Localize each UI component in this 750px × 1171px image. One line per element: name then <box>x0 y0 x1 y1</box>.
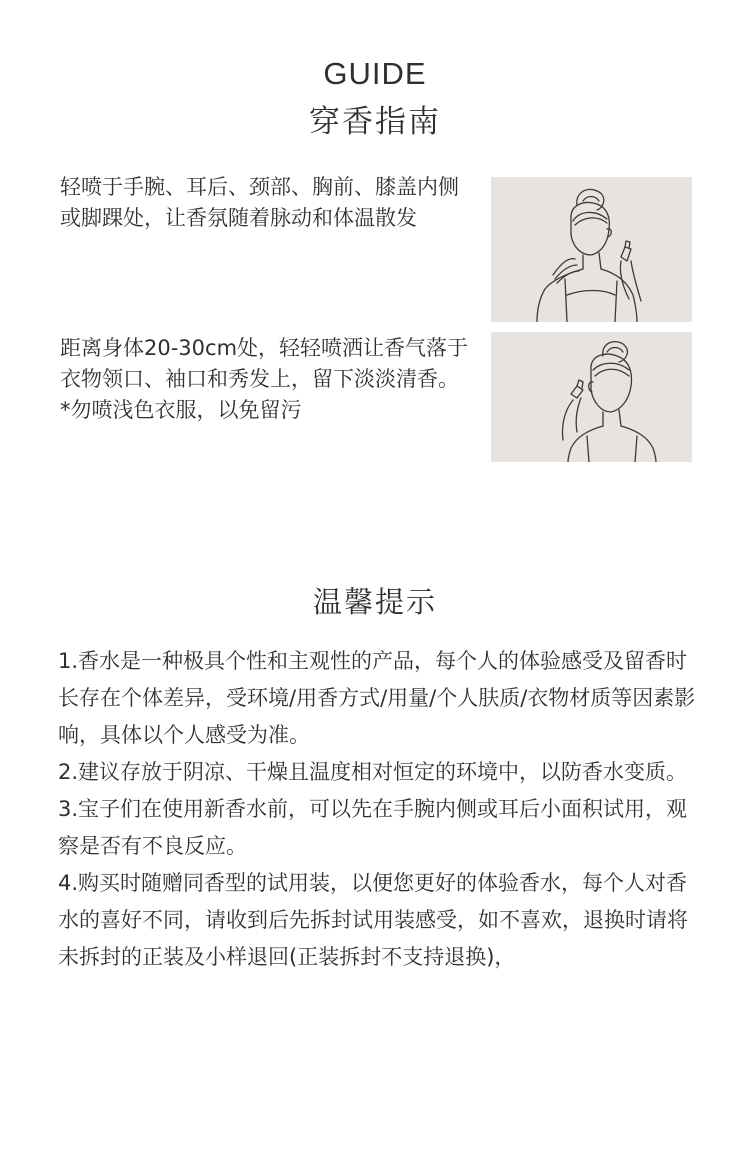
step-1-text <box>60 172 470 234</box>
step-2-line-1: 距离身体20-30cm处，轻轻喷洒让香气落于衣物领口、袖口和秀发上，留下淡淡清香。 <box>60 336 469 391</box>
tip-item-1: 1.香水是一种极具个性和主观性的产品，每个人的体验感受及留香时长存在个体差异，受环境/用香方式/用量/个人肤质/衣物材质等因素影响，具体以个人感受为准。 <box>58 649 696 747</box>
tip-item-2: 2.建议存放于阴凉、干燥且温度相对恒定的环境中，以防香水变质。 <box>58 760 688 784</box>
tips-list <box>58 643 698 976</box>
woman-spraying-hair-illustration <box>491 332 692 462</box>
neck-spray-illustration <box>491 177 692 322</box>
step-1-line-1: 轻喷于手腕、耳后、颈部、胸前、膝盖内侧或脚踝处，让香氛随着脉动和体温散发 <box>60 175 459 230</box>
guide-title-cn: 穿香指南 <box>309 104 441 140</box>
step-2-note: *勿喷浅色衣服，以免留污 <box>60 398 302 422</box>
guide-title-en: GUIDE <box>323 56 427 91</box>
hair-spray-illustration <box>491 332 692 462</box>
tip-item-4: 4.购买时随赠同香型的试用装，以便您更好的体验香水，每个人对香水的喜好不同，请收到后先拆封试用装感受，如不喜欢，退换时请将未拆封的正装及小样退回(正装拆封不支持退换)， <box>58 871 688 969</box>
step-2-text <box>60 333 470 426</box>
woman-spraying-neck-illustration <box>491 177 692 322</box>
tips-title: 温馨提示 <box>312 585 437 619</box>
tip-item-3: 3.宝子们在使用新香水前，可以先在手腕内侧或耳后小面积试用，观察是否有不良反应。 <box>58 797 688 858</box>
